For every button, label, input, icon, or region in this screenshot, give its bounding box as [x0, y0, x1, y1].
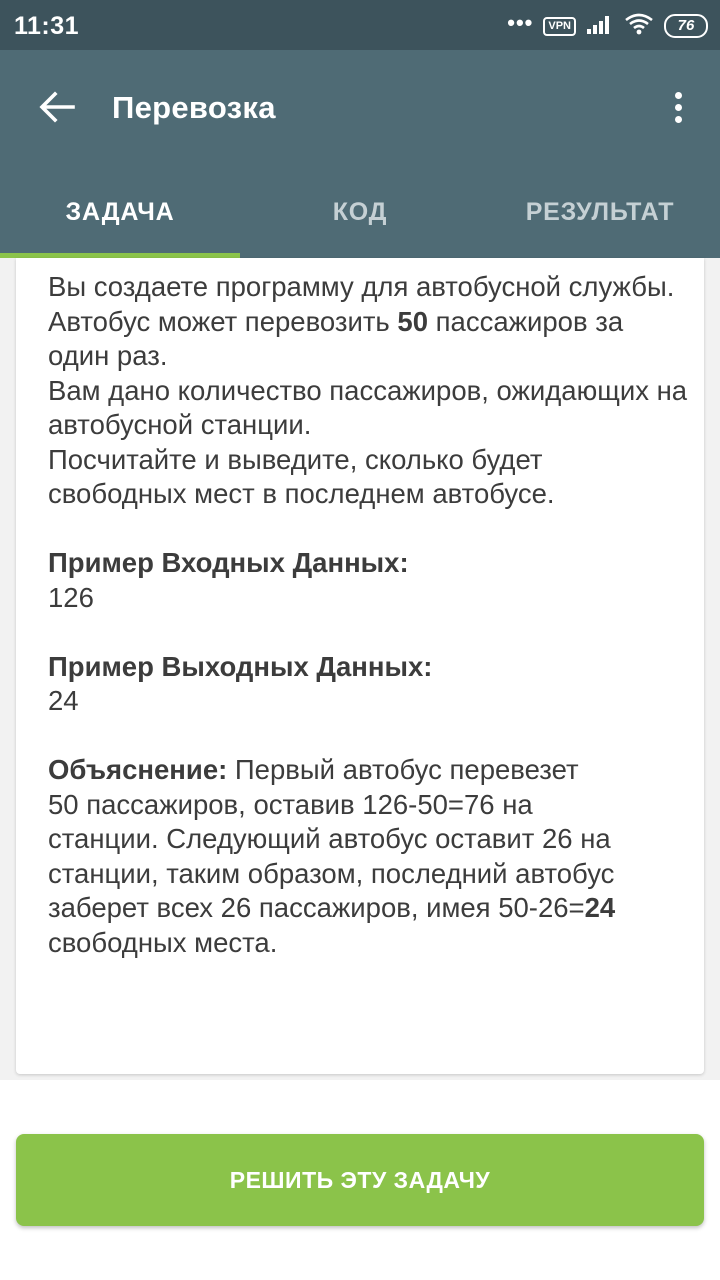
- vpn-icon: VPN: [543, 17, 576, 36]
- sample-output-value: 24: [48, 685, 79, 716]
- text: Первый автобус перевезет: [227, 754, 579, 785]
- task-paragraph: Вы создаете программу для автобусной службы.: [48, 271, 675, 302]
- sample-input-title-text: Пример Входных Данных:: [48, 547, 409, 578]
- sample-input-title: [48, 546, 688, 581]
- sample-input-value: 126: [48, 581, 94, 613]
- task-card: [16, 258, 704, 1074]
- battery-level: 76: [664, 14, 708, 38]
- tab-code[interactable]: [240, 180, 480, 258]
- explanation: [48, 753, 688, 960]
- status-time: 11:31: [14, 12, 80, 40]
- tab-label: РЕЗУЛЬТАТ: [525, 198, 675, 226]
- battery-icon: [664, 14, 708, 38]
- wifi-icon: [624, 13, 654, 40]
- tab-result[interactable]: [480, 180, 720, 258]
- sample-output-title-text: Пример Выходных Данных:: [48, 650, 433, 682]
- status-bar: [0, 0, 720, 50]
- status-icons: [507, 12, 708, 40]
- text: Автобус может перевозить: [48, 305, 398, 337]
- page-title: Перевозка: [112, 90, 276, 125]
- more-vert-dot: [675, 116, 682, 123]
- sample-output-title: [48, 650, 688, 685]
- tab-label: ЗАДАЧА: [65, 198, 175, 226]
- text: свободных места.: [48, 926, 278, 958]
- tab-task[interactable]: [0, 180, 240, 258]
- arrow-back-icon: [39, 91, 75, 123]
- text: станции. Следующий автобус оставит 26 на: [48, 823, 611, 854]
- notification-dots: •••: [507, 10, 534, 35]
- back-button[interactable]: [30, 80, 84, 134]
- text: пассажиров за один раз.: [48, 305, 624, 371]
- task-paragraph: [48, 305, 688, 374]
- explanation-title: Объяснение:: [48, 754, 228, 785]
- app-bar: [0, 50, 720, 258]
- task-paragraph: Посчитайте и выведите, сколько будет свободных мест в последнем автобусе.: [48, 443, 555, 509]
- solve-task-button[interactable]: РЕШИТЬ ЭТУ ЗАДАЧУ: [16, 1134, 704, 1226]
- tab-label: КОД: [332, 198, 388, 226]
- signal-icon: [586, 13, 614, 40]
- more-options-button[interactable]: [658, 80, 698, 134]
- text: 50 пассажиров, оставив 126-50=76 на: [48, 788, 533, 820]
- task-paragraph: Вам дано количество пассажиров, ожидающих на автобусной станции.: [48, 374, 688, 440]
- more-vert-dot: [675, 104, 682, 111]
- more-vert-icon: [675, 92, 682, 99]
- tab-bar: [0, 180, 720, 258]
- task-description: [48, 270, 688, 960]
- text: станции, таким образом, последний автобус: [48, 857, 615, 889]
- bold-number: 50: [397, 305, 428, 337]
- text: заберет всех 26 пассажиров, имея 50-26=: [48, 892, 585, 923]
- bold-number: 24: [584, 892, 616, 923]
